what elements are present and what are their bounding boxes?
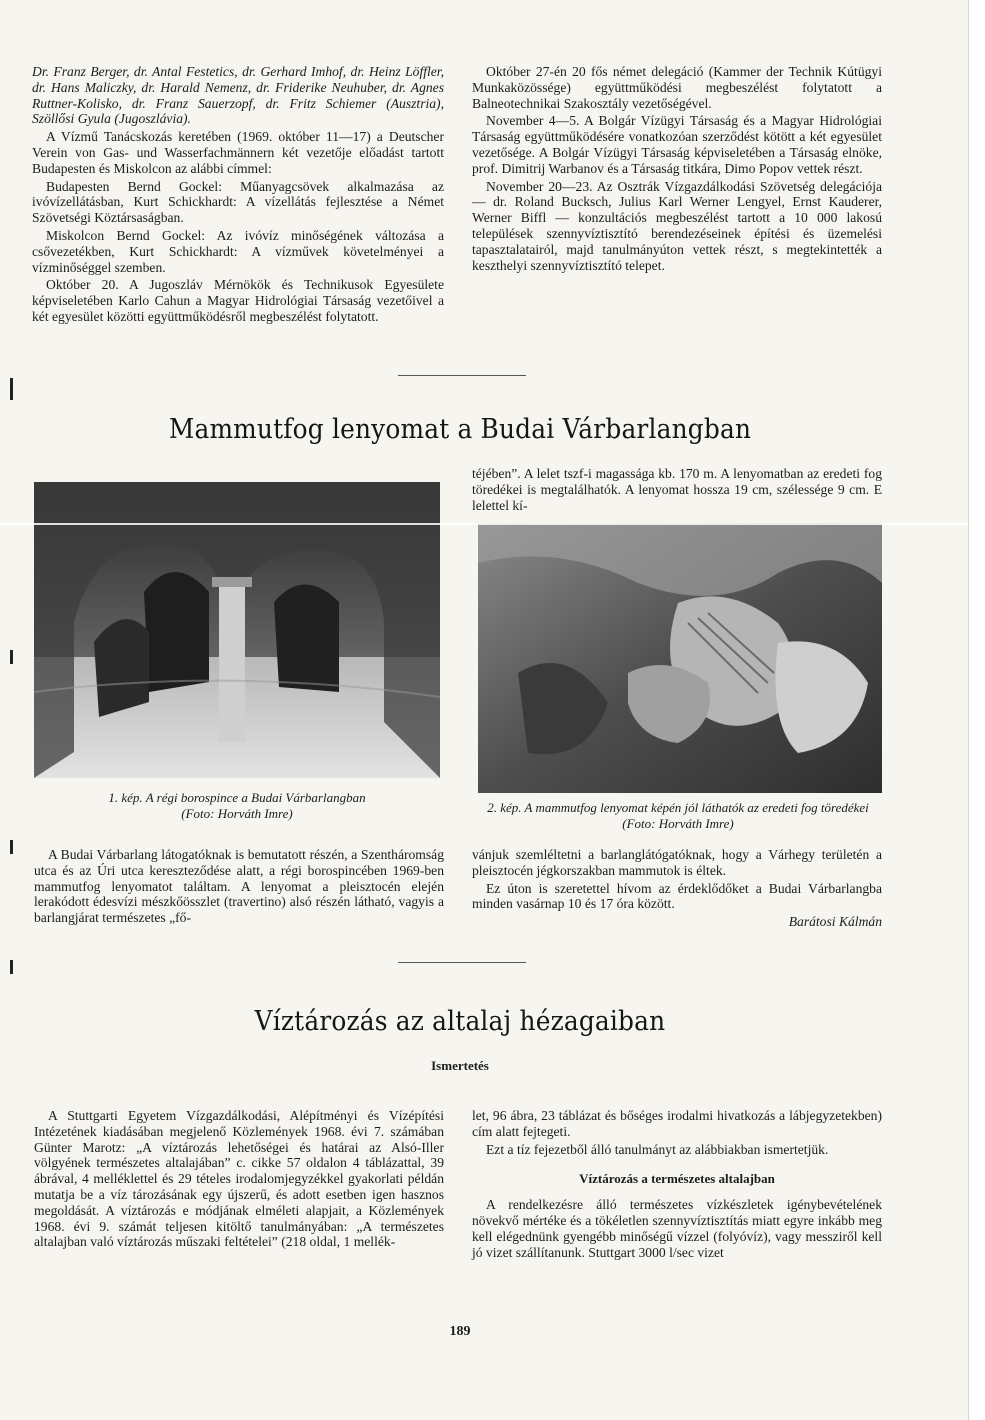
- paragraph: A Budai Várbarlang látogatóknak is bemutatott részén, a Szentháromság utca és az Úri utca kereszteződése alatt, a régi borospincében 1969-ben mammutfog lenyomatot találtam. A lenyomat a pleisztocén elején lerakódott édesvízi mészkőösszlet (travertino) alsó részén látható, vagyis a barlangjárat természetes „fő-: [34, 847, 444, 926]
- paragraph: Miskolcon Bernd Gockel: Az ivóvíz minőségének változása a csővezetékben, Kurt Schickhardt: A vízművek követelményei a vízminőséggel szemben.: [32, 227, 444, 275]
- scan-margin-mark: [10, 650, 13, 664]
- paragraph: Ezt a tíz fejezetből álló tanulmányt az alábbiakban ismertetjük.: [486, 1141, 829, 1157]
- article-subtitle: Ismertetés: [431, 1058, 489, 1073]
- page-number: 189: [449, 1324, 471, 1339]
- mammoth-tooth-photo: [478, 523, 882, 793]
- paragraph: vánjuk szemléltetni a barlanglátógatóknak, hogy a Várhegy területén a pleisztocén jégkorszakban mammutok is éltek.: [472, 847, 882, 878]
- paragraph: November 4—5. A Bolgár Vízügyi Társaság és a Magyar Hidrológiai Társaság együttműködésére vonatkozóan szerződést kötött a két egyesület vezetősége. A Bolgár Vízügyi Társaság képviseletében a Társaság elnöke, prof. Dimitrij Warbanov és a Társaság titkára, Dimo Popov vettek részt.: [472, 113, 882, 176]
- paragraph: A Vízmű Tanácskozás keretében (1969. október 11—17) a Deutscher Verein von Gas- und Wasserfachmännern két vezetője előadást tartott Budapesten és Miskolcon az alábbi címmel:: [32, 129, 444, 176]
- cellar-photo-image: [34, 482, 440, 778]
- paragraph: A rendelkezésre álló természetes vízkészletek igénybevételének növekvő mértéke és a tökéletlen szennyvíztisztítás miatt egyre inkább meg kell elégednünk gyengébb minőségű vízzel (folyóvíz), vagy messziről kell jó vizet szállítanunk. Stuttgart 3000 l/sec vizet: [472, 1197, 882, 1260]
- scan-fold-line: [0, 523, 968, 525]
- paragraph: A Stuttgarti Egyetem Vízgazdálkodási, Alépítményi és Vízépítési Intézetének kiadásában megjelenő Közlemények 1968. évi 7. számában Günter Marotz: „A víztározás lehetőségei és határai az Alsó-Iller völgyének természetes altalajában” c. cikke 57 oldalon 4 táblázattal, 39 ábrával, 4 melléklettel és 29 tételes irodalomjegyzékkel gyakorlati példán mutatja be a víz tározásának egy újszerű, és adott esetben igen hasznos megoldását. A víztározás e módjának elméleti alapjait, a Közlemények 1968. évi 9. számát teljesen kitöltő tanulmányában: „A természetes altalajban való víztározás műszaki feltételei” (218 oldal, 1 mellék-: [34, 1108, 444, 1250]
- author-signature: Barátosi Kálmán: [788, 914, 882, 930]
- paragraph: Október 27-én 20 fős német delegáció (Kammer der Technik Kútügyi Munkaközössége) együttműködési megbeszélést folytatott a Balneotechnikai Szakosztály vezetőségével.: [472, 64, 882, 111]
- caption-text: A régi borospince a Budai Várbarlangban: [145, 790, 366, 805]
- mammoth-tooth-photo-image: [478, 523, 882, 793]
- caption-text: A mammutfog lenyomat képén jól láthatók az eredeti fog töredékei: [524, 800, 869, 815]
- photo-caption-2: [474, 800, 882, 832]
- caption-photo-credit: (Foto: Horváth Imre): [181, 806, 293, 821]
- article2-right-body: [472, 1108, 882, 1260]
- top-right-column: [472, 64, 882, 273]
- article-title: Víztározás az altalaj hézagaiban: [254, 1006, 666, 1037]
- article1-left-body: [34, 847, 444, 926]
- section-heading: Víztározás a természetes altalajban: [579, 1171, 775, 1187]
- scan-margin-mark: [10, 960, 13, 974]
- article-title: Mammutfog lenyomat a Budai Várbarlangban: [168, 414, 752, 445]
- scan-margin-mark: [10, 378, 13, 400]
- paragraph: Dr. Franz Berger, dr. Antal Festetics, dr. Gerhard Imhof, dr. Heinz Löffler, dr. Hans Maliczky, dr. Harald Nemenz, dr. Friderike Neuhuber, dr. Agnes Ruttner-Kolisko, dr. Franz Sauerzopf, dr. Fritz Schiemer (Ausztria), Szöllősi Gyula (Jugoszlávia).: [32, 64, 444, 127]
- section-divider: [398, 962, 526, 963]
- photo-caption-1: [34, 790, 440, 822]
- caption-photo-credit: (Foto: Horváth Imre): [622, 816, 734, 831]
- top-left-column: [32, 64, 444, 325]
- section-divider: [398, 375, 526, 376]
- paragraph: Budapesten Bernd Gockel: Műanyagcsövek alkalmazása az ivóvízellátásban, Kurt Schickhardt: A vízellátás fejlesztése a Német Szövetségi Köztársaságban.: [32, 178, 444, 226]
- caption-label: 1. kép.: [108, 790, 143, 805]
- article1-right-top: [472, 466, 882, 513]
- paragraph: November 20—23. Az Osztrák Vízgazdálkodási Szövetség delegációja — dr. Roland Bucksch, Julius Karl Werner Lengyel, Ernst Kauderer, Werner Biffl — konzultációs megbeszélést tartott a 10 000 lakosú települések szennyvíztisztító berendezéseinek építési és üzemelési tapasztalatairól, majd tanulmányúton vettek részt, s megtekintették a keszthelyi szennyvíztisztító telepet.: [472, 178, 882, 273]
- paragraph: Ez úton is szeretettel hívom az érdeklődőket a Budai Várbarlangba minden vasárnap 10 és 17 óra között.: [472, 880, 882, 912]
- scan-page-edge: [968, 0, 985, 1420]
- caption-label: 2. kép.: [487, 800, 522, 815]
- article1-right-body: [472, 847, 882, 930]
- paragraph: Október 20. A Jugoszláv Mérnökök és Technikusok Egyesülete képviseletében Karlo Cahun a Magyar Hidrológiai Társaság vezetőivel a két egyesület közötti együttműködésről megbeszélést folytatott.: [32, 277, 444, 324]
- paragraph: let, 96 ábra, 23 táblázat és bőséges irodalmi hivatkozás a lábjegyzetekben) cím alatt fejtegeti.: [472, 1108, 882, 1139]
- article2-left-body: [34, 1108, 444, 1250]
- cellar-photo: [34, 482, 440, 778]
- scan-margin-mark: [10, 840, 13, 854]
- paragraph: téjében”. A lelet tszf-i magassága kb. 170 m. A lenyomatban az eredeti fog töredékei is megtalálhatók. A lenyomat hossza 19 cm, szélessége 9 cm. E lelettel kí-: [472, 466, 882, 513]
